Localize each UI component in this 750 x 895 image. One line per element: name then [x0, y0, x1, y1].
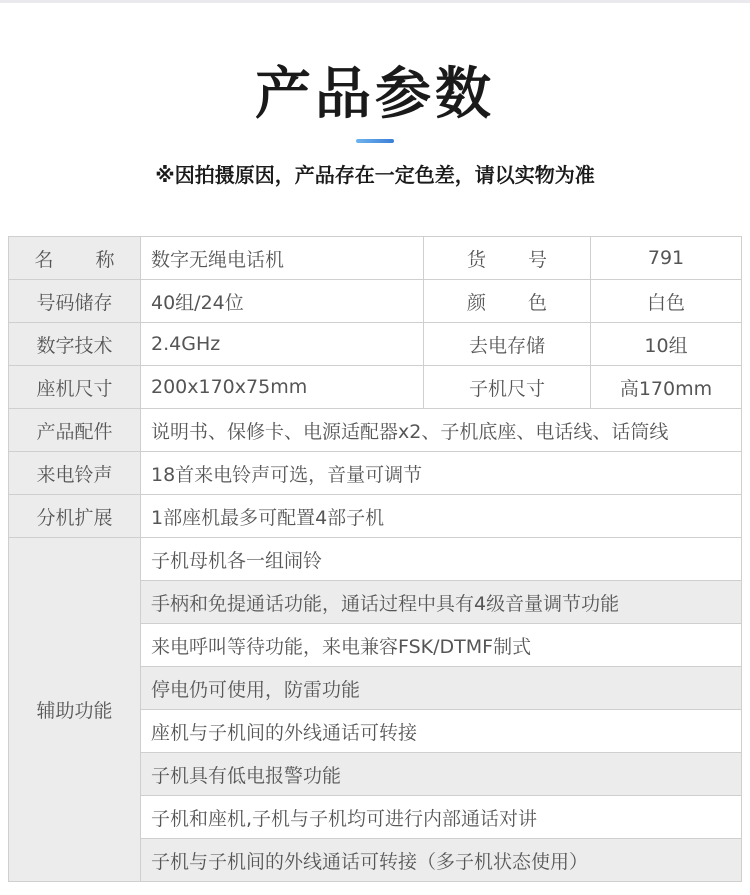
value-dial-memory: 10组	[591, 323, 742, 366]
table-row	[9, 452, 742, 495]
value-name: 数字无绳电话机	[141, 237, 424, 280]
value-accessories: 说明书、保修卡、电源适配器x2、子机底座、电话线、话筒线	[141, 409, 742, 452]
label-name: 名 称	[9, 237, 141, 280]
label-handset-size: 子机尺寸	[424, 366, 591, 409]
label-digital-tech: 数字技术	[9, 323, 141, 366]
table-row	[9, 538, 742, 581]
value-digital-tech: 2.4GHz	[141, 323, 424, 366]
aux-item: 座机与子机间的外线通话可转接	[141, 710, 742, 753]
table-row	[9, 409, 742, 452]
aux-item: 手柄和免提通话功能，通话过程中具有4级音量调节功能	[141, 581, 742, 624]
page-title: 产品参数	[255, 62, 495, 127]
aux-item: 子机母机各一组闹铃	[141, 538, 742, 581]
label-base-size: 座机尺寸	[9, 366, 141, 409]
table-row	[9, 323, 742, 366]
label-accessories: 产品配件	[9, 409, 141, 452]
spec-table	[8, 236, 741, 886]
table-row	[9, 366, 742, 409]
title-accent-bar	[356, 139, 394, 143]
label-aux-functions: 辅助功能	[9, 538, 141, 882]
aux-item: 子机具有低电报警功能	[141, 753, 742, 796]
label-dial-memory: 去电存储	[424, 323, 591, 366]
value-number-storage: 40组/24位	[141, 280, 424, 323]
table-row	[9, 280, 742, 323]
label-extension: 分机扩展	[9, 495, 141, 538]
aux-item: 来电呼叫等待功能，来电兼容FSK/DTMF制式	[141, 624, 742, 667]
label-number-storage: 号码储存	[9, 280, 141, 323]
label-ringtone: 来电铃声	[9, 452, 141, 495]
value-item-number: 791	[591, 237, 742, 280]
label-color: 颜 色	[424, 280, 591, 323]
value-ringtone: 18首来电铃声可选，音量可调节	[141, 452, 742, 495]
aux-item: 子机与子机间的外线通话可转接（多子机状态使用）	[141, 839, 742, 882]
value-handset-size: 高170mm	[591, 366, 742, 409]
table-row	[9, 237, 742, 280]
value-color: 白色	[591, 280, 742, 323]
color-notice: ※因拍摄原因，产品存在一定色差，请以实物为准	[155, 163, 595, 187]
top-divider	[0, 0, 750, 3]
table-row	[9, 495, 742, 538]
aux-item: 子机和座机,子机与子机均可进行内部通话对讲	[141, 796, 742, 839]
aux-item: 停电仍可使用，防雷功能	[141, 667, 742, 710]
value-base-size: 200x170x75mm	[141, 366, 424, 409]
label-item-number: 货 号	[424, 237, 591, 280]
value-extension: 1部座机最多可配置4部子机	[141, 495, 742, 538]
